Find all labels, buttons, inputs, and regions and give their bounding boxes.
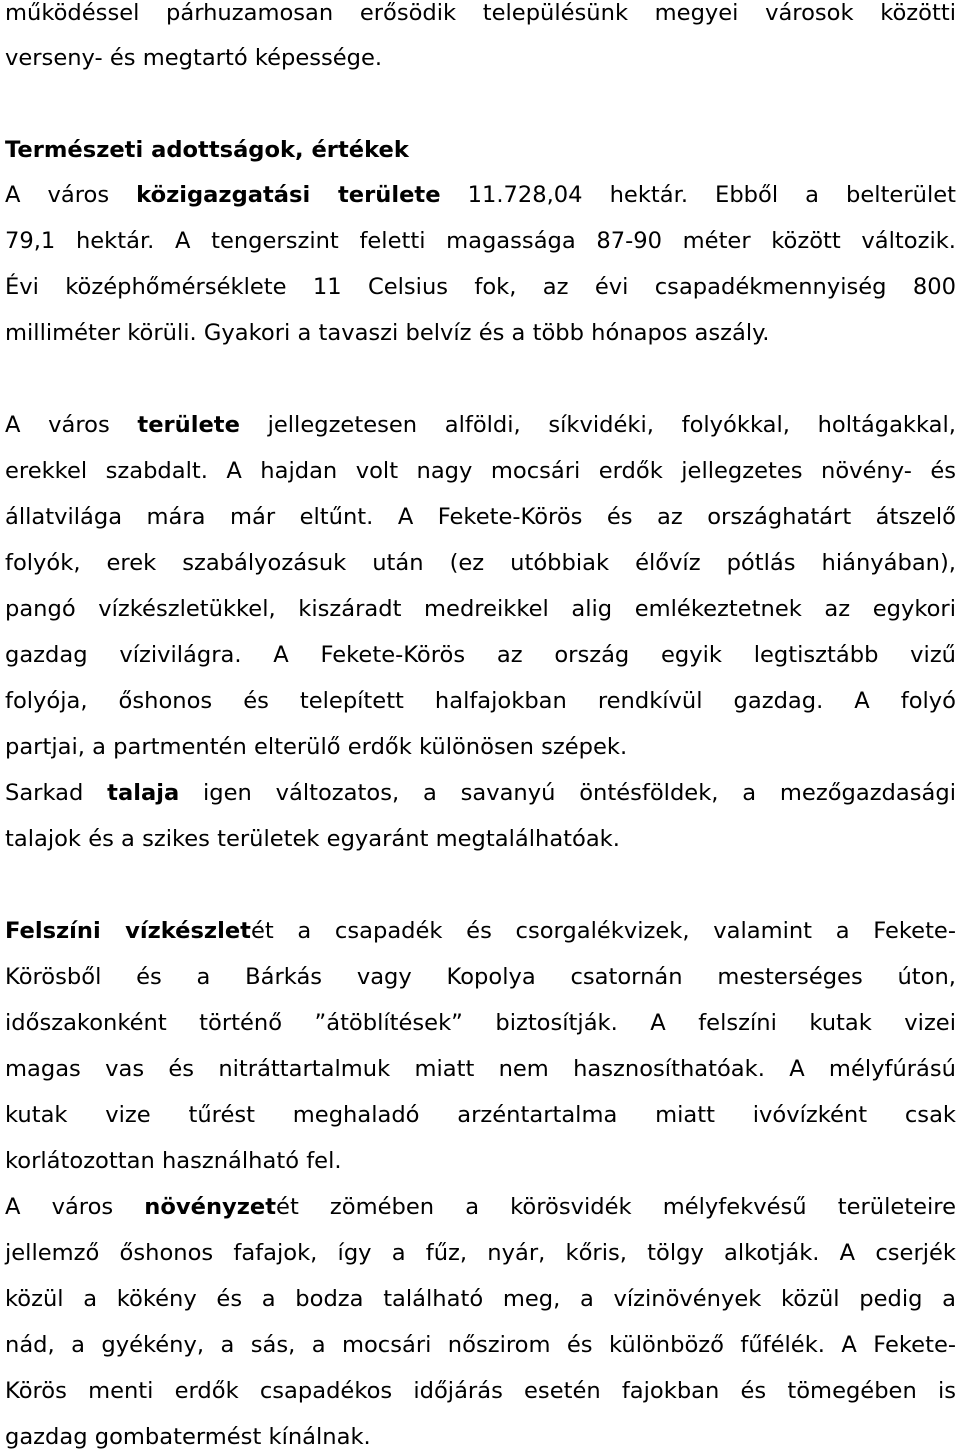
text-line [5,916,956,946]
text-line [5,272,956,302]
line-text: folyója, őshonos és telepített halfajokban rendkívül gazdag. A folyó [5,688,956,714]
text-line [5,318,956,348]
line-text: ét zömében a körösvidék mélyfekvésű területeire [276,1194,956,1220]
bold-term: közigazgatási területe [136,182,441,208]
line-text: magas vas és nitráttartalmuk miatt nem hasznosíthatóak. A mélyfúrású [5,1056,956,1082]
line-text: időszakonként történő ”átöblítések” biztosítják. A felszíni kutak vizei [5,1010,956,1036]
text-line [5,43,956,73]
line-text: 11.728,04 hektár. Ebből a belterület [440,182,956,208]
text-line [5,502,956,532]
line-text: milliméter körüli. Gyakori a tavaszi belvíz és a több hónapos aszály. [5,320,770,346]
line-text: Körös menti erdők csapadékos időjárás esetén fajokban és tömegében is [5,1378,956,1404]
bold-term: területe [137,412,240,438]
line-text: közül a kökény és a bodza található meg, a vízinövények közül pedig a [5,1286,956,1312]
line-text: működéssel párhuzamosan erősödik településünk megyei városok közötti [5,0,956,26]
line-text: A város [5,182,137,208]
text-line [5,1146,956,1176]
text-line [5,226,956,256]
line-text: erekkel szabdalt. A hajdan volt nagy mocsári erdők jellegzetes növény- és [5,458,956,484]
line-text: jellemző őshonos fafajok, így a fűz, nyár, kőris, tölgy alkotják. A cserjék [5,1240,956,1266]
text-line [5,1238,956,1268]
section-heading [5,135,956,165]
line-text: talajok és a szikes területek egyaránt megtalálhatóak. [5,826,620,852]
text-line [5,456,956,486]
text-line [5,548,956,578]
line-text: gazdag vízivilágra. A Fekete-Körös az ország egyik legtisztább vizű [5,642,956,668]
line-text: A város [5,412,138,438]
text-line [5,410,956,440]
line-text: partjai, a partmentén elterülő erdők különösen szépek. [5,734,628,760]
line-text: Sarkad [5,780,108,806]
line-text: kutak vize tűrést meghaladó arzéntartalma miatt ivóvízként csak [5,1102,956,1128]
text-line [5,962,956,992]
line-text: ét a csapadék és csorgalékvizek, valamint a Fekete- [250,918,956,944]
text-line [5,180,956,210]
text-line [5,1422,956,1452]
line-text: állatvilága mára már eltűnt. A Fekete-Körös és az országhatárt átszelő [5,504,956,530]
text-line [5,778,956,808]
text-line [5,640,956,670]
line-text: gazdag gombatermést kínálnak. [5,1424,371,1450]
text-line [5,1192,956,1222]
bold-term: Természeti adottságok, értékek [5,137,409,163]
line-text: Évi középhőmérséklete 11 Celsius fok, az évi csapadékmennyiség 800 [5,274,956,300]
bold-term: Felszíni vízkészlet [5,918,251,944]
text-line [5,1284,956,1314]
text-line [5,0,956,28]
line-text: verseny- és megtartó képessége. [5,45,383,71]
text-line [5,732,956,762]
text-line [5,1376,956,1406]
line-text: korlátozottan használható fel. [5,1148,342,1174]
line-text: A város [5,1194,145,1220]
text-line [5,1100,956,1130]
bold-term: talaja [107,780,180,806]
line-text: Körösből és a Bárkás vagy Kopolya csatornán mesterséges úton, [5,964,956,990]
text-line [5,1008,956,1038]
bold-term: növényzet [144,1194,277,1220]
text-line [5,1054,956,1084]
line-text: 79,1 hektár. A tengerszint feletti magassága 87-90 méter között változik. [5,228,956,254]
text-line [5,1330,956,1360]
line-text: jellegzetesen alföldi, síkvidéki, folyókkal, holtágakkal, [239,412,956,438]
text-line [5,686,956,716]
line-text: folyók, erek szabályozásuk után (ez utóbbiak élővíz pótlás hiányában), [5,550,956,576]
text-line [5,594,956,624]
text-line [5,824,956,854]
line-text: pangó vízkészletükkel, kiszáradt medreikkel alig emlékeztetnek az egykori [5,596,956,622]
line-text: nád, a gyékény, a sás, a mocsári nőszirom és különböző fűfélék. A Fekete- [5,1332,956,1358]
line-text: igen változatos, a savanyú öntésföldek, a mezőgazdasági [179,780,956,806]
